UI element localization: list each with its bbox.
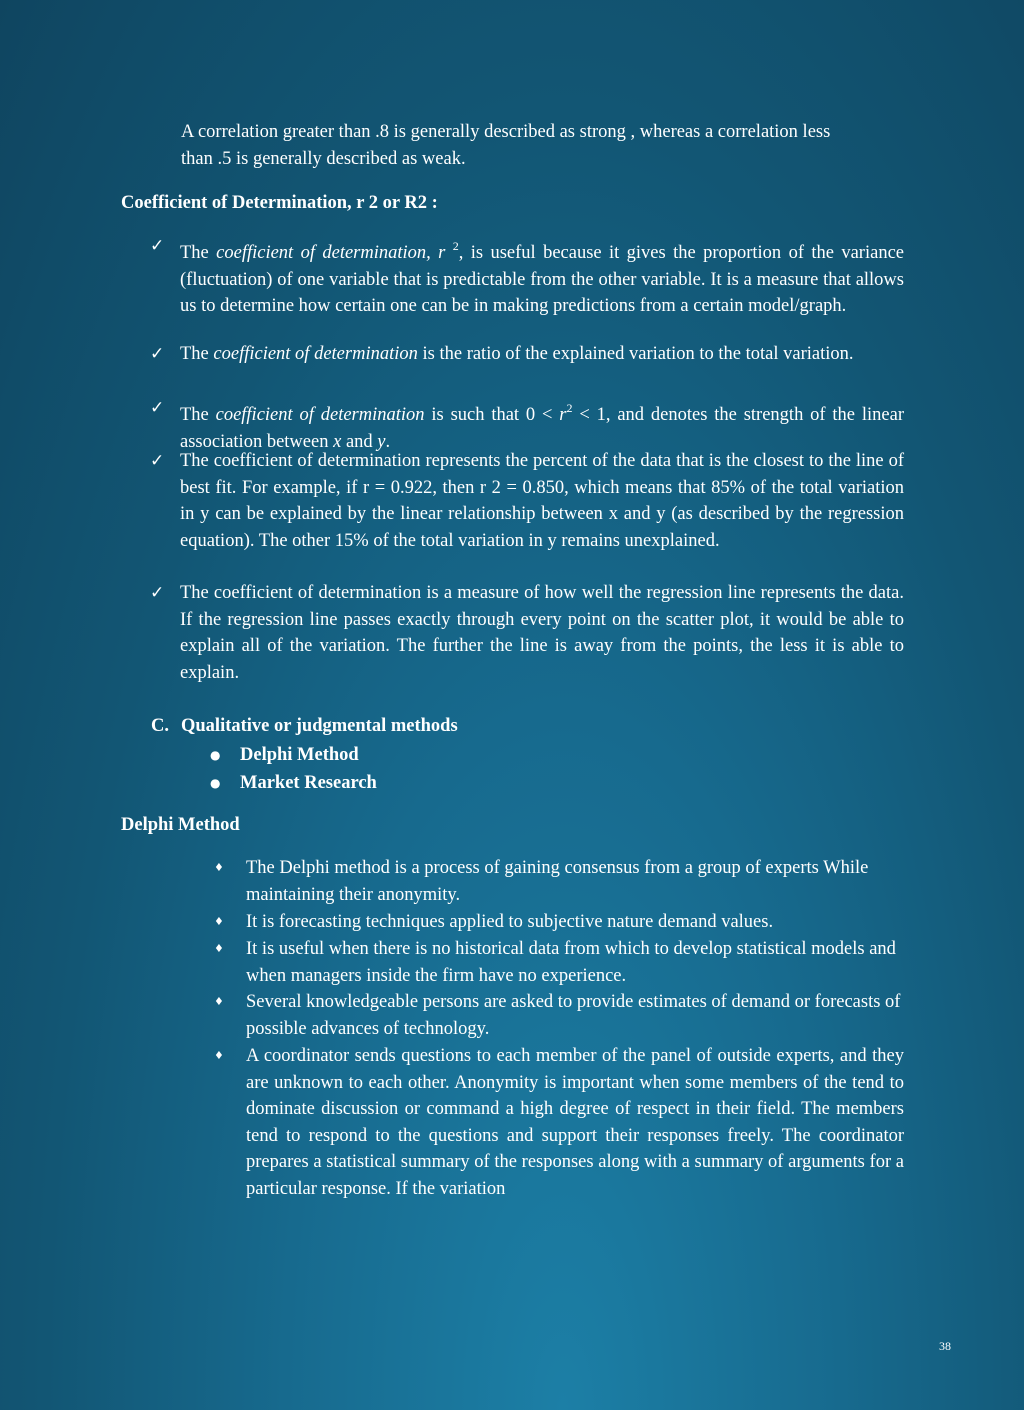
check-list-item [150,395,904,452]
check-icon: ✓ [150,451,165,471]
intro-line: than .5 is generally described as weak. [181,148,466,169]
intro-line: A correlation greater than .8 is generally described as strong , whereas a correlation less [181,122,831,142]
diamond-bullet-icon: ♦ [214,942,224,955]
bullet-item-text: Market Research [240,773,377,793]
delphi-item-text: It is useful when there is no historical data from which to develop statistical models and when managers inside the firm have no experience. [246,939,896,986]
check-item-text: The coefficient of determination is such that $0 < r^2 < 1$, and denotes the strength of the linear association between x and y. [180,401,904,452]
coefficient-heading: Coefficient of Determination, r 2 or R2 : [121,193,438,213]
check-item-text: The coefficient of determination is the ratio of the explained variation to the total variation. [180,344,854,364]
intro-paragraph [181,119,901,172]
section-c-label: C. [151,716,169,736]
diamond-bullet-icon: ♦ [214,915,224,928]
delphi-item-text: A coordinator sends questions to each member of the panel of outside experts, and they are unknown to each other. Anonymity is important when some members of the tend to dominate discussion or command a high degree of respect in their field. The members tend to respond to the questions and support their responses freely. The coordinator prepares a statistical summary of the responses along with a summary of arguments for a particular response. If the variation [246,1046,904,1199]
check-list-item [150,233,904,341]
check-item-text: The coefficient of determination, r $^2$, is useful because it gives the proportion of the variance (fluctuation) of one variable that is predictable from the other variable. It is a measure that allows us to determine how certain one can be in making predictions from a certain model/graph. [180,239,904,316]
bullet-item-text: Delphi Method [240,745,359,765]
delphi-list-item [214,1043,904,1205]
diamond-bullet-icon: ♦ [214,995,224,1008]
diamond-bullet-icon: ♦ [214,1049,224,1062]
delphi-list-item [214,855,904,909]
delphi-item-text: The Delphi method is a process of gaining consensus from a group of experts While maintaining their anonymity. [246,858,869,905]
section-c-heading [151,716,458,737]
delphi-heading: Delphi Method [121,815,240,835]
bullet-dot-icon: ● [210,748,221,762]
delphi-item-text: It is forecasting techniques applied to subjective nature demand values. [246,912,774,932]
check-icon: ✓ [150,583,165,603]
check-icon: ✓ [150,344,165,364]
check-list-item [150,580,904,688]
check-icon: ✓ [150,236,165,256]
diamond-bullet-icon: ♦ [214,861,224,874]
check-list-item [150,341,904,395]
check-list-item [150,448,904,582]
page-number: 38 [939,1339,951,1353]
bullet-dot-icon: ● [210,776,221,790]
check-item-text: The coefficient of determination is a measure of how well the regression line represents the data. If the regression line passes exactly through every point on the scatter plot, it would be able to explain all of the variation. The further the line is away from the points, the less it is able to explain. [180,583,904,683]
delphi-list-item [214,909,904,936]
delphi-list-item [214,989,904,1043]
delphi-item-text: Several knowledgeable persons are asked to provide estimates of demand or forecasts of possible advances of technology. [246,992,901,1039]
delphi-list-item [214,936,904,990]
section-c-title: Qualitative or judgmental methods [181,716,458,736]
check-item-text: The coefficient of determination represents the percent of the data that is the closest to the line of best fit. For example, if r = 0.922, then r 2 = 0.850, which means that 85% of the total variation in y can be explained by the linear relationship between x and y (as described by the regression equation). The other 15% of the total variation in y remains unexplained. [180,451,904,551]
check-icon: ✓ [150,398,165,418]
